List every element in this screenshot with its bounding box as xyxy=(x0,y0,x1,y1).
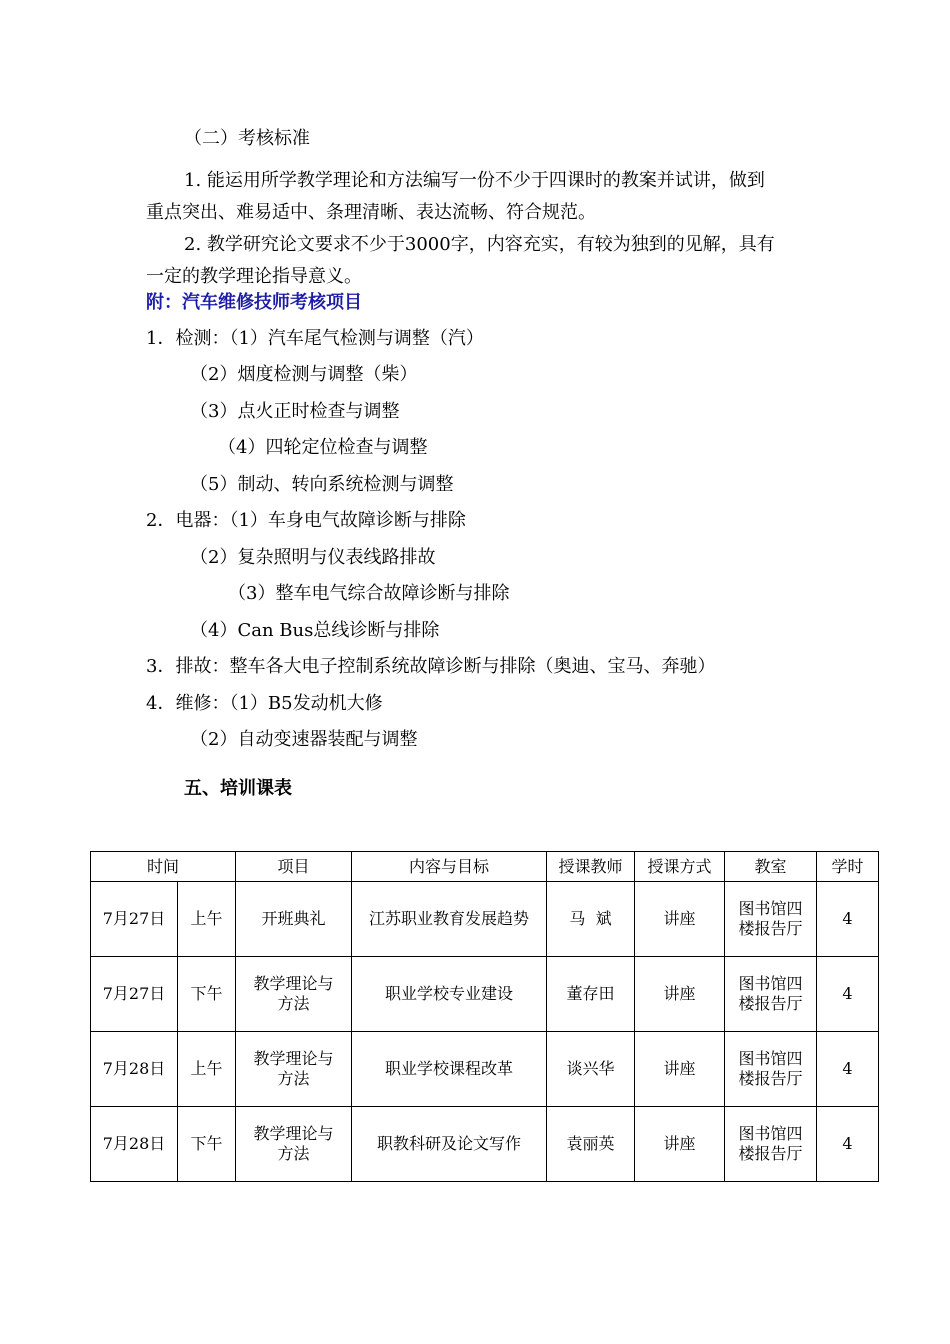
appendix-line-5: （5）制动、转向系统检测与调整 xyxy=(190,474,454,495)
appendix-line-10: 3．排故：整车各大电子控制系统故障诊断与排除（奥迪、宝马、奔驰） xyxy=(146,656,716,677)
appendix-line-4: （4）四轮定位检查与调整 xyxy=(218,437,428,458)
header-content: 内容与目标 xyxy=(352,852,547,882)
standards-item1-line2: 重点突出、难易适中、条理清晰、表达流畅、符合规范。 xyxy=(146,202,596,223)
standards-heading: （二）考核标准 xyxy=(184,128,310,149)
header-method: 授课方式 xyxy=(635,852,725,882)
header-teacher: 授课教师 xyxy=(547,852,635,882)
cell-date: 7月28日 xyxy=(91,1107,178,1182)
appendix-line-12: （2）自动变速器装配与调整 xyxy=(190,729,418,750)
cell-room xyxy=(725,957,817,1032)
appendix-line-6: 2．电器：（1）车身电气故障诊断与排除 xyxy=(146,510,466,531)
cell-room-text: 图书馆四楼报告厅 xyxy=(738,899,803,938)
cell-project-text: 教学理论与方法 xyxy=(253,1049,334,1088)
cell-hours: 4 xyxy=(817,1107,879,1182)
cell-room xyxy=(725,882,817,957)
cell-date: 7月28日 xyxy=(91,1032,178,1107)
table-row xyxy=(91,1032,879,1107)
table-row xyxy=(91,882,879,957)
standards-item2-line1: 2. 教学研究论文要求不少于3000字，内容充实，有较为独到的见解，具有 xyxy=(184,234,775,255)
cell-room-text: 图书馆四楼报告厅 xyxy=(738,1049,803,1088)
cell-project-text: 教学理论与方法 xyxy=(253,974,334,1013)
cell-hours: 4 xyxy=(817,957,879,1032)
appendix-line-1: 1．检测：（1）汽车尾气检测与调整（汽） xyxy=(146,328,484,349)
cell-room xyxy=(725,1032,817,1107)
cell-content: 职业学校课程改革 xyxy=(352,1032,547,1107)
appendix-line-2: （2）烟度检测与调整（柴） xyxy=(190,364,418,385)
table-row xyxy=(91,957,879,1032)
appendix-line-3: （3）点火正时检查与调整 xyxy=(190,401,400,422)
cell-period: 下午 xyxy=(178,957,236,1032)
header-room: 教室 xyxy=(725,852,817,882)
cell-content: 职教科研及论文写作 xyxy=(352,1107,547,1182)
cell-period: 上午 xyxy=(178,1032,236,1107)
header-hours: 学时 xyxy=(817,852,879,882)
cell-method: 讲座 xyxy=(635,957,725,1032)
cell-room xyxy=(725,1107,817,1182)
cell-teacher: 马 斌 xyxy=(547,882,635,957)
cell-teacher: 董存田 xyxy=(547,957,635,1032)
cell-project xyxy=(236,1107,352,1182)
cell-content: 江苏职业教育发展趋势 xyxy=(352,882,547,957)
cell-project xyxy=(236,957,352,1032)
cell-period: 下午 xyxy=(178,1107,236,1182)
cell-hours: 4 xyxy=(817,1032,879,1107)
cell-project: 开班典礼 xyxy=(236,882,352,957)
cell-period: 上午 xyxy=(178,882,236,957)
appendix-line-7: （2）复杂照明与仪表线路排故 xyxy=(190,547,436,568)
cell-method: 讲座 xyxy=(635,882,725,957)
appendix-title: 附：汽车维修技师考核项目 xyxy=(146,292,362,313)
header-project: 项目 xyxy=(236,852,352,882)
cell-room-text: 图书馆四楼报告厅 xyxy=(738,974,803,1013)
cell-project-text: 教学理论与方法 xyxy=(253,1124,334,1163)
training-schedule-table xyxy=(90,851,879,1182)
cell-room-text: 图书馆四楼报告厅 xyxy=(738,1124,803,1163)
standards-item1-line1: 1. 能运用所学教学理论和方法编写一份不少于四课时的教案并试讲，做到 xyxy=(184,170,765,191)
cell-method: 讲座 xyxy=(635,1107,725,1182)
cell-project xyxy=(236,1032,352,1107)
section-5-title: 五、培训课表 xyxy=(184,778,292,799)
standards-item2-line2: 一定的教学理论指导意义。 xyxy=(146,266,362,287)
appendix-line-11: 4．维修：（1）B5发动机大修 xyxy=(146,693,383,714)
appendix-line-9: （4）Can Bus总线诊断与排除 xyxy=(190,620,440,641)
cell-hours: 4 xyxy=(817,882,879,957)
header-time: 时间 xyxy=(91,852,236,882)
cell-date: 7月27日 xyxy=(91,957,178,1032)
cell-content: 职业学校专业建设 xyxy=(352,957,547,1032)
cell-date: 7月27日 xyxy=(91,882,178,957)
cell-method: 讲座 xyxy=(635,1032,725,1107)
table-header-row xyxy=(91,852,879,882)
cell-teacher: 谈兴华 xyxy=(547,1032,635,1107)
cell-teacher: 袁丽英 xyxy=(547,1107,635,1182)
table-row xyxy=(91,1107,879,1182)
appendix-line-8: （3）整车电气综合故障诊断与排除 xyxy=(228,583,510,604)
